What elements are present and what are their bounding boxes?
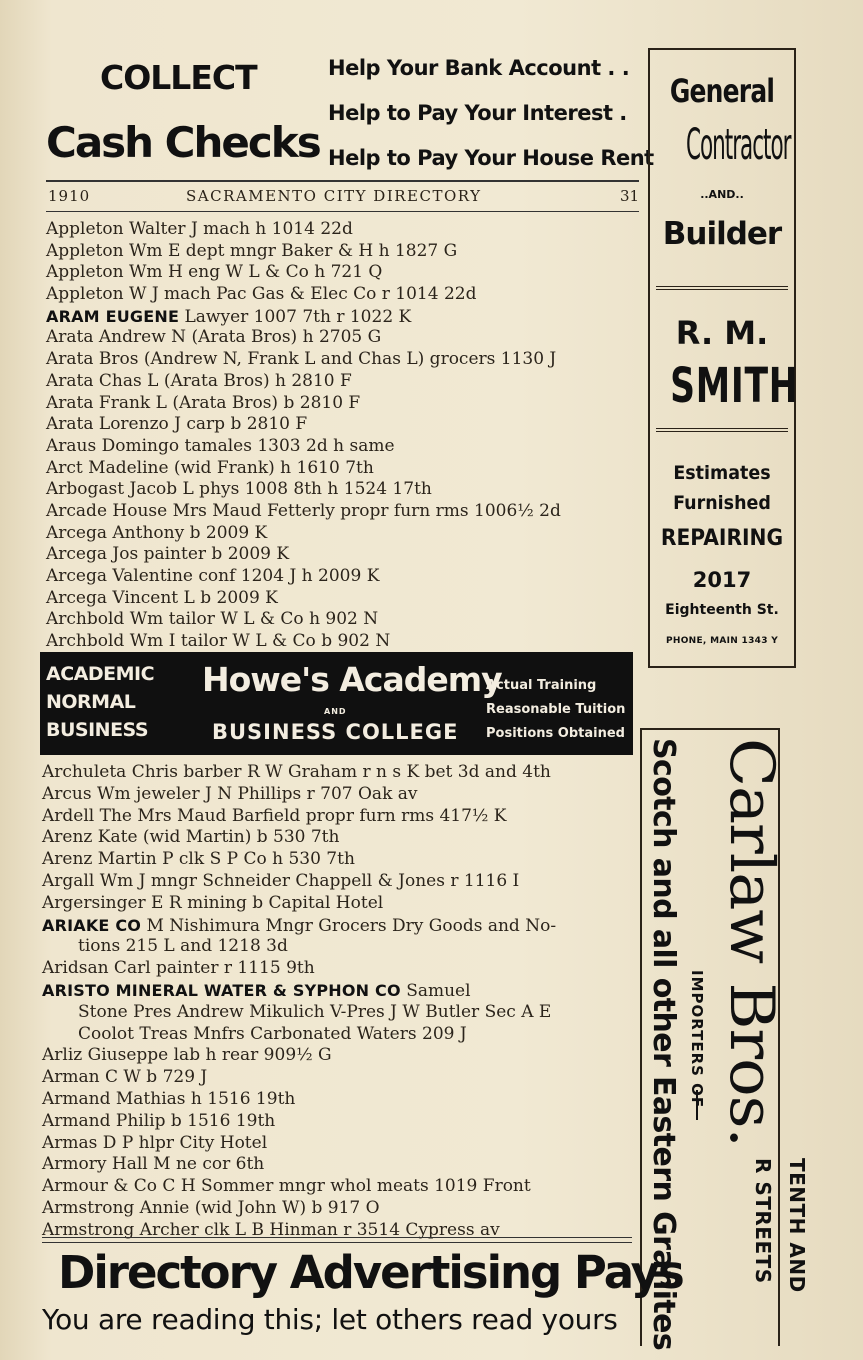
directory-entry [42,1045,642,1067]
entry-text: Arcega Jos painter b 2009 K [46,544,290,565]
entry-text: Aridsan Carl painter r 1115 9th [42,958,315,979]
directory-advertising-headline: Directory Advertising Pays [58,1246,683,1299]
directory-entry [46,479,646,501]
collect-heading: COLLECT [100,58,257,97]
directory-entry [42,784,642,806]
banner-title: Howe's Academy [202,660,502,699]
banner-college: BUSINESS COLLEGE [212,720,459,744]
banner-left-text [46,660,154,744]
entry-text: Arcega Valentine conf 1204 J h 2009 K [46,566,380,586]
cash-checks-heading: Cash Checks [46,118,320,167]
entry-text: Appleton Walter J mach h 1014 22d [46,219,353,239]
directory-entry [46,349,646,371]
directory-entry [42,1067,642,1089]
entry-text: Arbogast Jacob L phys 1008 8th h 1524 17th [46,479,432,500]
ad-importers-rule [696,1090,698,1120]
help-line: Help to Pay Your House Rent [328,146,654,170]
entry-text: Arata Frank L (Arata Bros) b 2810 F [46,392,361,413]
entry-text: Argersinger E R mining b Capital Hotel [42,892,384,913]
directory-entry [42,1111,642,1133]
directory-entry [46,523,646,545]
header-year: 1910 [48,187,91,205]
directory-entry [42,1154,642,1176]
ad-location-line: TENTH AND [785,1158,809,1293]
ad-phone: PHONE, MAIN 1343 Y [665,636,779,646]
banner-left-line: BUSINESS [46,719,149,741]
help-line: Help Your Bank Account . . [328,56,630,80]
directory-entry [46,327,646,349]
entry-text: Arman C W b 729 J [42,1067,208,1088]
header-title: SACRAMENTO CITY DIRECTORY [186,187,482,205]
entry-text: Armstrong Archer clk L B Hinman r 3514 Cypress av [42,1219,500,1240]
ad-divider [656,286,788,290]
entry-text: Arata Chas L (Arata Bros) h 2810 F [46,370,352,391]
directory-entry [42,980,642,1002]
bottom-rule [42,1242,632,1243]
directory-entry [46,566,646,588]
ad-smith: SMITH [670,358,799,414]
directory-entry [46,306,646,328]
entry-text: Armand Philip b 1516 19th [42,1110,276,1131]
banner-left-line: ACADEMIC [46,663,155,685]
directory-entry [42,1133,642,1155]
ad-street: Eighteenth St. [665,602,779,618]
entry-text: Armory Hall M ne cor 6th [42,1154,265,1175]
entry-text: M Nishimura Mngr Grocers Dry Goods and No- [141,915,557,936]
directory-entry [42,871,642,893]
entry-text: Arata Bros (Andrew N, Frank L and Chas L) grocers 1130 J [46,349,557,370]
ad-contractor: Contractor [686,120,791,170]
directory-entry [46,219,646,241]
banner-right-text [486,674,625,746]
directory-entry-continuation [42,1024,642,1046]
entry-text: Arcega Vincent L b 2009 K [46,587,278,608]
entry-text: Argall Wm J mngr Schneider Chappell & Jones r 1116 I [42,870,520,891]
entry-text: Arcade House Mrs Maud Fetterly propr furn rms 1006½ 2d [46,500,561,521]
ad-location [746,1158,814,1293]
entry-business-name: ARISTO MINERAL WATER & SYPHON CO [42,980,401,1000]
banner-right-line: Positions Obtained [486,726,625,741]
directory-entry [46,371,646,393]
ad-estimates-line: Estimates [673,462,771,484]
smith-contractor-ad [648,48,799,668]
directory-entry [46,631,646,653]
entry-text: Arcus Wm jeweler J N Phillips r 707 Oak av [42,783,418,804]
ad-address-number: 2017 [692,568,752,592]
entry-text: tions 215 L and 1218 3d [78,936,288,957]
directory-entry [42,893,642,915]
ad-furnished-line: Furnished [673,492,771,514]
ad-scotch-granites: Scotch and all other Eastern Granites [646,738,681,1351]
directory-entry-continuation [42,936,642,958]
directory-entry [46,609,646,631]
entry-business-name: ARIAKE CO [42,915,142,935]
banner-and: AND [324,707,347,716]
directory-entry [42,958,642,980]
entry-text: Armstrong Annie (wid John W) b 917 O [42,1197,380,1218]
banner-right-line: Actual Training [486,678,597,693]
entry-text: Arcega Anthony b 2009 K [46,522,268,543]
entry-text: Arata Andrew N (Arata Bros) h 2705 G [46,327,382,348]
entry-text: Appleton W J mach Pac Gas & Elec Co r 1014 22d [46,284,477,305]
entry-text: Appleton Wm E dept mngr Baker & H h 1827 G [46,240,458,261]
entry-text: Ardell The Mrs Maud Barfield propr furn rms 417½ K [42,805,507,826]
directory-entry [46,458,646,480]
ad-carlaw-name: Carlaw Bros. [715,738,787,1147]
entry-text: Arct Madeline (wid Frank) h 1610 7th [46,457,374,478]
howes-academy-banner [40,652,633,755]
header-rule [46,180,639,182]
directory-entry-continuation [42,1002,642,1024]
banner-right-line: Reasonable Tuition [486,702,626,717]
ad-builder: Builder [662,216,782,252]
directory-entry [46,436,646,458]
directory-entry [46,414,646,436]
directory-entry [42,849,642,871]
ad-divider [656,428,788,432]
ad-and: ..AND.. [700,188,744,201]
directory-entry [46,262,646,284]
entry-text: Arata Lorenzo J carp b 2810 F [46,414,308,435]
header-rule [46,211,639,212]
directory-entry [42,1176,642,1198]
directory-entries-b [42,762,642,1242]
ad-rm: R. M. [675,314,769,352]
entry-text: Armas D P hlpr City Hotel [42,1132,268,1153]
entry-text: Arenz Kate (wid Martin) b 530 7th [42,827,340,848]
entry-text: Appleton Wm H eng W L & Co h 721 Q [46,262,383,283]
entry-text: Archbold Wm I tailor W L & Co b 902 N [46,631,391,652]
entry-text: Archuleta Chris barber R W Graham r n s K bet 3d and 4th [42,762,551,782]
directory-entry [42,762,642,784]
directory-entry [42,1198,642,1220]
directory-entry [46,544,646,566]
ad-importers: IMPORTERS OF [688,970,706,1109]
bottom-rule [42,1237,632,1238]
entry-text: Coolot Treas Mnfrs Carbonated Waters 209 J [78,1023,467,1044]
entry-text: Armour & Co C H Sommer mngr whol meats 1019 Front [42,1176,531,1197]
entry-text: Arliz Giuseppe lab h rear 909½ G [42,1045,332,1066]
directory-entry [42,806,642,828]
directory-entries-a [46,219,646,653]
entry-text: Stone Pres Andrew Mikulich V-Pres J W Butler Sec A E [78,1001,552,1022]
directory-entry [46,501,646,523]
entry-text: Araus Domingo tamales 1303 2d h same [46,435,395,456]
entry-business-name: ARAM EUGENE [46,306,180,326]
entry-text: Samuel [400,980,471,1001]
directory-entry [42,827,642,849]
directory-entry [42,915,642,937]
directory-advertising-tagline: You are reading this; let others read yours [42,1303,618,1336]
directory-entry [46,241,646,263]
banner-left-line: NORMAL [46,691,136,713]
ad-estimates [656,458,788,518]
directory-entry [46,588,646,610]
entry-text: Armand Mathias h 1516 19th [42,1088,296,1109]
directory-entry [46,393,646,415]
directory-entry [42,1220,642,1242]
directory-entry [42,1089,642,1111]
directory-entry [46,284,646,306]
help-line: Help to Pay Your Interest . [328,101,627,125]
ad-repairing: REPAIRING [660,526,784,551]
entry-text: Arenz Martin P clk S P Co h 530 7th [42,849,355,870]
ad-general: General [669,72,775,110]
entry-text: Archbold Wm tailor W L & Co h 902 N [46,609,379,630]
ad-location-line: R STREETS [751,1158,775,1284]
page-number: 31 [620,187,640,205]
entry-text: Lawyer 1007 7th r 1022 K [179,306,412,327]
